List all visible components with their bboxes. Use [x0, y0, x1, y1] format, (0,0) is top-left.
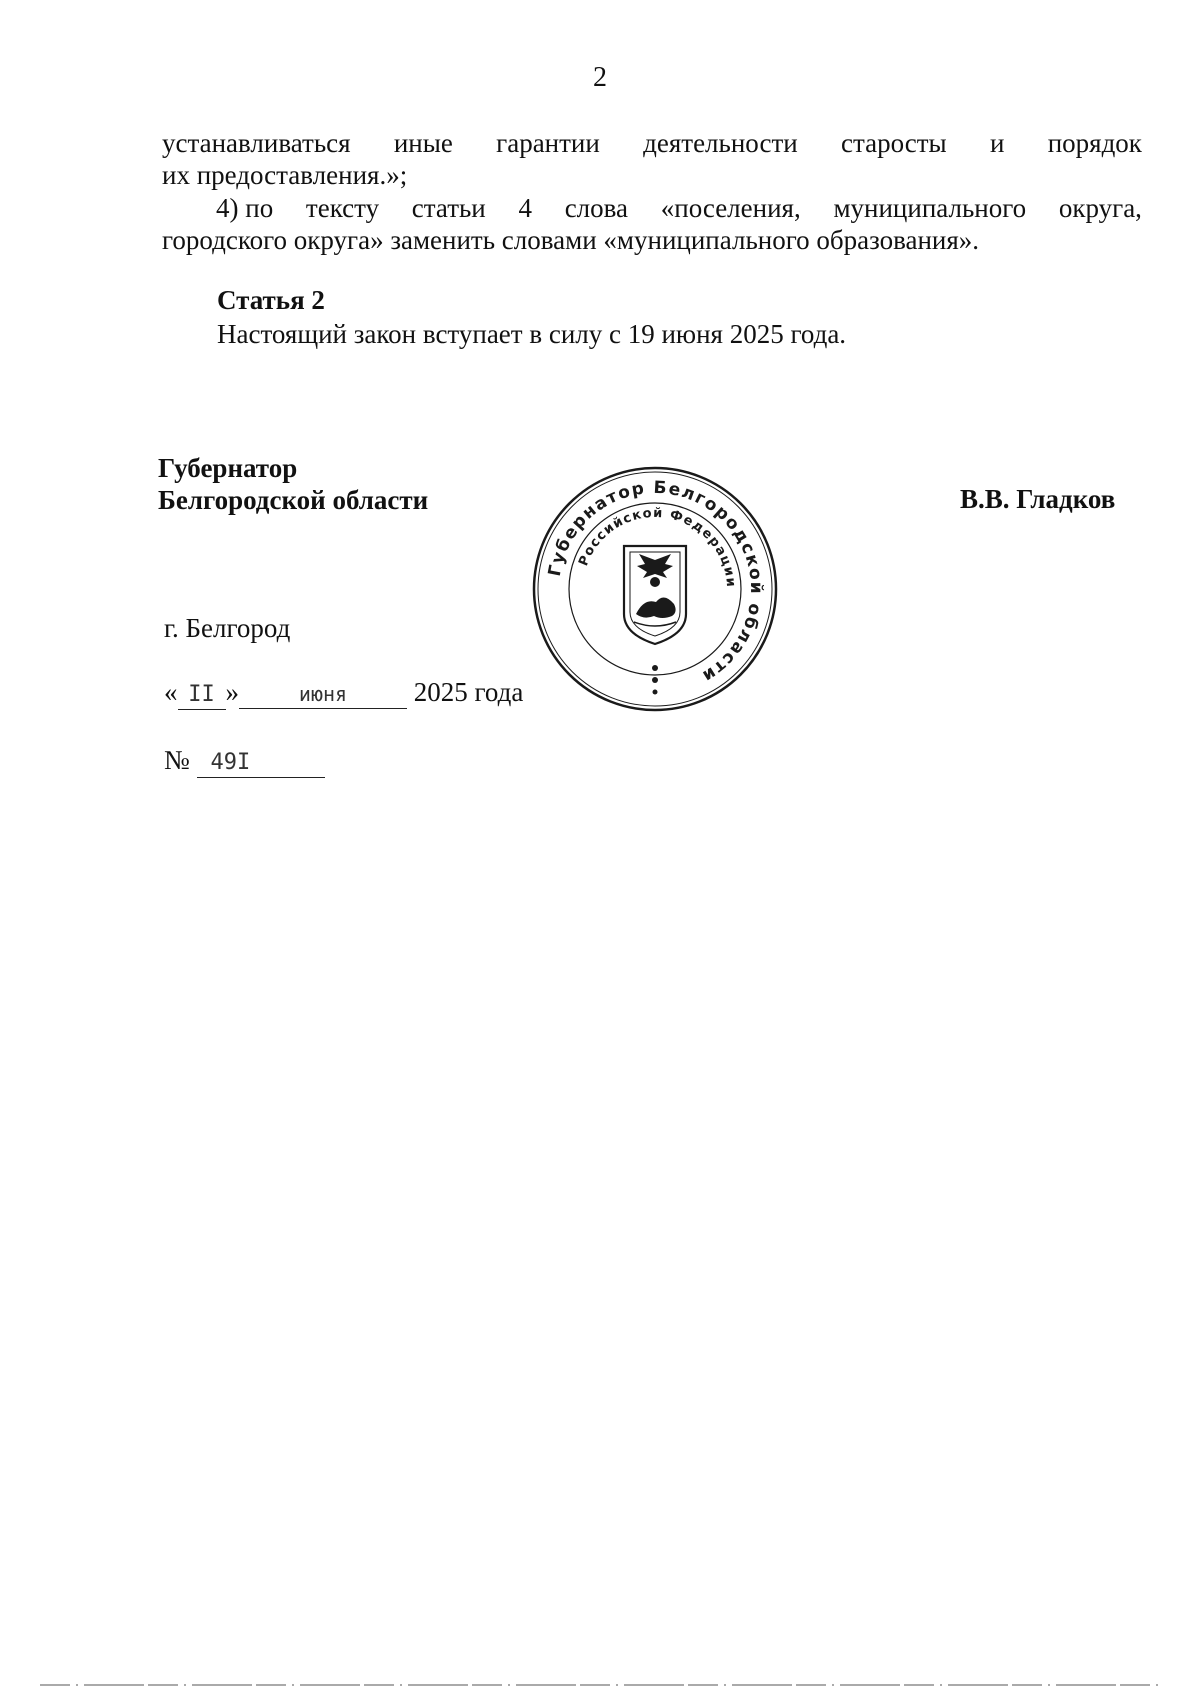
- paragraph-2-word: округа,: [1058, 193, 1142, 223]
- date-day-field: II: [178, 681, 226, 710]
- article-2-heading: Статья 2: [217, 285, 325, 315]
- law-number-field: 49I: [197, 749, 325, 778]
- paragraph-1-word: деятельности: [643, 128, 798, 158]
- date-close-quote: »: [225, 677, 239, 707]
- paragraph-1-word: устанавливаться: [162, 128, 351, 158]
- paragraph-1-word: гарантии: [496, 128, 600, 158]
- paragraph-1-word: иные: [393, 128, 453, 158]
- seal-inner-ring: [569, 503, 741, 675]
- date-year: 2025 года: [413, 677, 524, 707]
- paragraph-1-word: старосты: [840, 128, 947, 158]
- law-number: [164, 745, 325, 778]
- seal-outer-ring: [534, 468, 776, 710]
- seal-outer-text: Губернатор Белгородской области: [544, 477, 767, 687]
- paragraph-2-word: слова: [564, 193, 629, 223]
- paragraph-2-line-2: городского округа» заменить словами «муниципального образования».: [162, 225, 980, 255]
- paragraph-2-word: 4: [518, 193, 532, 223]
- official-seal-stamp: [530, 464, 780, 714]
- paragraph-1-line-2: их предоставления.»;: [162, 160, 408, 190]
- date-open-quote: «: [164, 677, 178, 707]
- city-of-signing: г. Белгород: [164, 613, 291, 643]
- signatory-title-line-1: Губернатор: [158, 453, 298, 483]
- seal-dot-icon: [652, 665, 658, 671]
- paragraph-2-word: муниципального: [833, 193, 1027, 223]
- date-month-field: июня: [239, 680, 407, 709]
- signatory-title-line-2: Белгородской области: [158, 485, 429, 515]
- coat-of-arms-icon: [624, 546, 686, 644]
- paragraph-2-word: статьи: [411, 193, 486, 223]
- scan-edge-artifact: [0, 1682, 1200, 1688]
- paragraph-2-word: 4) по: [216, 193, 274, 223]
- number-sign: №: [164, 745, 190, 775]
- paragraph-1-line-1: [162, 127, 1142, 159]
- signatory-name: В.В. Гладков: [960, 484, 1116, 514]
- paragraph-2-word: тексту: [305, 193, 380, 223]
- seal-inner-text: Российской Федерации: [576, 505, 739, 589]
- signatory-title: [158, 452, 428, 516]
- page-number: 2: [593, 62, 607, 93]
- paragraph-2-line-1: [162, 192, 1142, 224]
- signing-date: [164, 677, 523, 710]
- seal-dot-icon: [653, 690, 658, 695]
- seal-dot-icon: [652, 677, 658, 683]
- paragraph-1-word: порядок: [1047, 128, 1142, 158]
- article-2-text: Настоящий закон вступает в силу с 19 июня 2025 года.: [217, 319, 847, 349]
- paragraph-2-word: «поселения,: [660, 193, 801, 223]
- paragraph-1-word: и: [989, 128, 1005, 158]
